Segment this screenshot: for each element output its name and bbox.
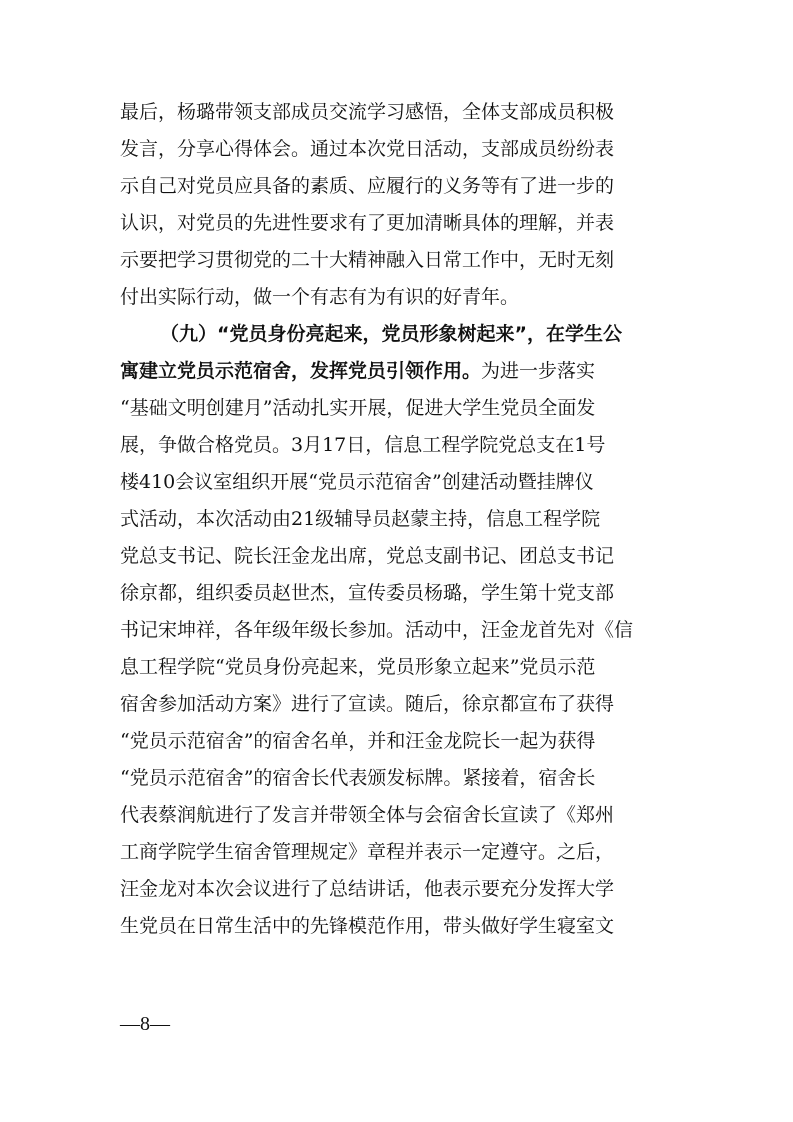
body-line: 楼410会议室组织开展“党员示范宿舍”创建活动暨挂牌仪 — [120, 471, 594, 493]
paragraph-line: 付出实际行动，做一个有志有为有识的好青年。 — [120, 286, 520, 308]
section-heading: （九）“党员身份亮起来，党员形象树起来”，在学生公 — [160, 323, 622, 345]
page-number: —8— — [120, 1013, 170, 1035]
body-line: “基础文明创建月”活动扎实开展，促进大学生党员全面发 — [120, 397, 596, 419]
paragraph-line: 示要把学习贯彻党的二十大精神融入日常工作中，无时无刻 — [120, 249, 615, 271]
body-line: 展，争做合格党员。3月17日，信息工程学院党总支在1号 — [120, 434, 606, 456]
body-line: 息工程学院“党员身份亮起来，党员形象立起来”党员示范 — [120, 656, 596, 678]
paragraph-line: 最后，杨璐带领支部成员交流学习感悟，全体支部成员积极 — [120, 101, 615, 123]
body-line: 书记宋坤祥，各年级年级长参加。活动中，汪金龙首先对《信 — [120, 619, 634, 641]
section-heading-continuation — [120, 353, 680, 390]
paragraph-line: 示自己对党员应具备的素质、应履行的义务等有了进一步的 — [120, 175, 615, 197]
paragraph-line: 发言，分享心得体会。通过本次党日活动，支部成员纷纷表 — [120, 138, 615, 160]
body-line: 党总支书记、院长汪金龙出席，党总支副书记、团总支书记 — [120, 545, 615, 567]
body-line: 徐京都，组织委员赵世杰，宣传委员杨璐，学生第十党支部 — [120, 582, 615, 604]
paragraph-line: 认识，对党员的先进性要求有了更加清晰具体的理解，并表 — [120, 212, 615, 234]
body-line: “党员示范宿舍”的宿舍长代表颁发标牌。紧接着，宿舍长 — [120, 767, 596, 789]
body-line: 生党员在日常生活中的先锋模范作用，带头做好学生寝室文 — [120, 915, 615, 937]
body-line: 工商学院学生宿舍管理规定》章程并表示一定遵守。之后， — [120, 841, 615, 863]
body-line: 汪金龙对本次会议进行了总结讲话，他表示要充分发挥大学 — [120, 878, 615, 900]
body-line: 宿舍参加活动方案》进行了宣读。随后，徐京都宣布了获得 — [120, 693, 615, 715]
body-line: 式活动，本次活动由21级辅导员赵蒙主持，信息工程学院 — [120, 508, 601, 530]
section-heading-bold: 寓建立党员示范宿舍，发挥党员引领作用。 — [120, 360, 482, 382]
document-body — [120, 94, 680, 945]
body-line: 代表蔡润航进行了发言并带领全体与会宿舍长宣读了《郑州 — [120, 804, 615, 826]
body-line: “党员示范宿舍”的宿舍名单，并和汪金龙院长一起为获得 — [120, 730, 596, 752]
section-intro-text: 为进一步落实 — [481, 360, 596, 382]
